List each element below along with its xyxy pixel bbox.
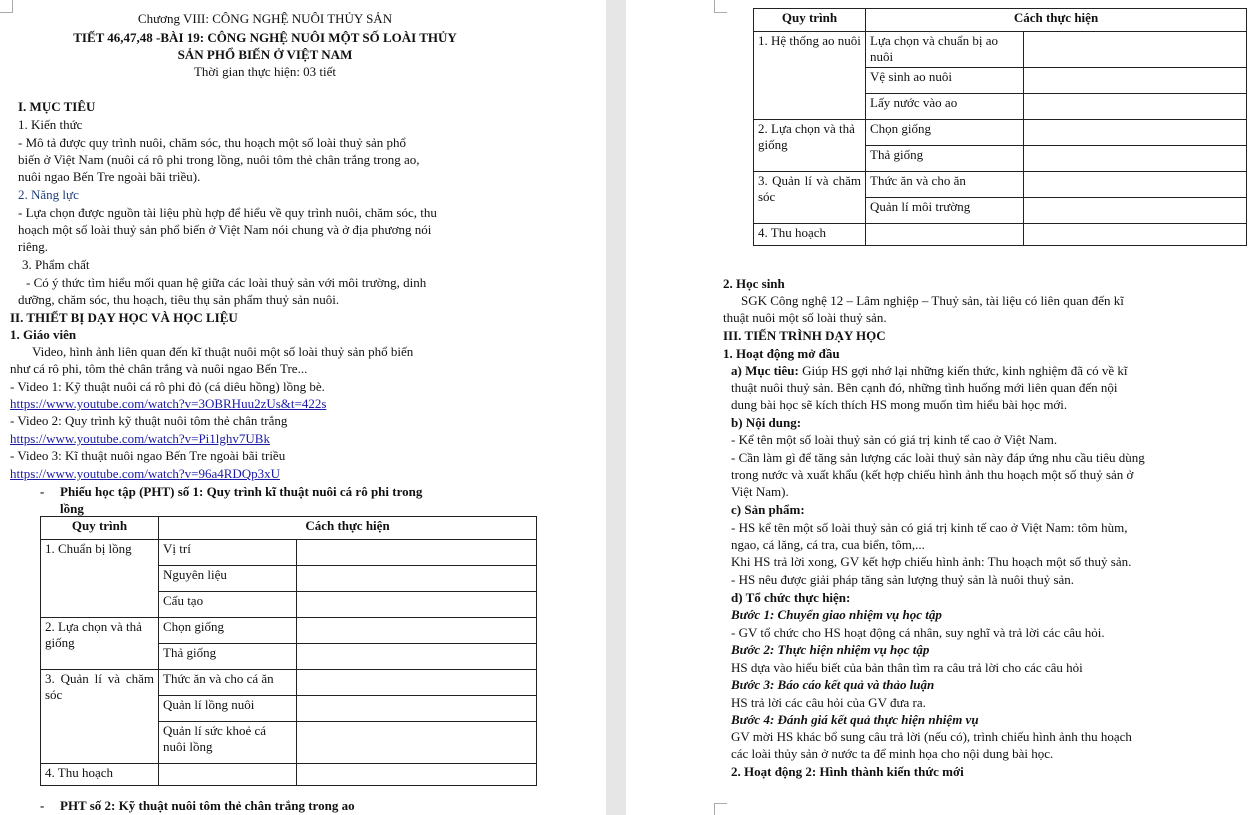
chapter-title: Chương VIII: CÔNG NGHỆ NUÔI THỦY SẢN xyxy=(137,11,393,26)
table-header-process: Quy trình xyxy=(754,9,866,32)
crop-mark xyxy=(714,803,727,815)
lesson-title-line2: SẢN PHỔ BIẾN Ở VIỆT NAM xyxy=(177,47,353,62)
product-line: ngao, cá lăng, cá tra, cua biển, tôm,... xyxy=(731,537,925,552)
table-cell-substep: Thức ăn và cho cá ăn xyxy=(159,670,297,696)
table-cell-empty[interactable] xyxy=(297,696,537,722)
goal-text: Giúp HS gợi nhớ lại những kiến thức, kinh nghiệm đã có về kĩ xyxy=(798,363,1128,378)
crop-mark xyxy=(714,0,727,13)
table-cell-empty[interactable] xyxy=(1024,32,1247,68)
pht1-table xyxy=(40,516,537,786)
table-cell-empty[interactable] xyxy=(297,670,537,696)
table-cell-empty[interactable] xyxy=(1024,198,1247,224)
table-cell-substep: Vệ sinh ao nuôi xyxy=(866,68,1024,94)
knowledge-line: biến ở Việt Nam (nuôi cá rô phi trong lồng, nuôi tôm thẻ chân trắng trong ao, xyxy=(18,152,420,167)
goal-label: a) Mục tiêu: xyxy=(731,363,799,378)
table-cell-substep: Chọn giống xyxy=(866,120,1024,146)
product-line: - HS nêu được giải pháp tăng sản lượng thuỷ sản là nuôi thuỷ sản. xyxy=(731,572,1075,587)
content-label: b) Nội dung: xyxy=(731,415,802,430)
pht2-title: PHT số 2: Kỹ thuật nuôi tôm thẻ chân trắng trong ao xyxy=(60,798,355,813)
table-cell-substep: Cấu tạo xyxy=(159,592,297,618)
table-cell-empty[interactable] xyxy=(1024,68,1247,94)
step-3-title: Bước 3: Báo cáo kết quả và thảo luận xyxy=(731,677,935,692)
organization-label: d) Tổ chức thực hiện: xyxy=(731,590,851,605)
table-cell-substep: Chọn giống xyxy=(159,618,297,644)
heading-teacher: 1. Giáo viên xyxy=(10,327,77,342)
table-cell-empty[interactable] xyxy=(866,224,1024,246)
pht2-bullet: - xyxy=(40,798,45,813)
content-line: - Kể tên một số loài thuỷ sản có giá trị kinh tế cao ở Việt Nam. xyxy=(731,432,1058,447)
video-1-link[interactable]: https://www.youtube.com/watch?v=3OBRHuu2zUs&t=422s xyxy=(10,396,327,411)
qualities-line: - Có ý thức tìm hiểu mối quan hệ giữa các loài thuỷ sản với môi trường, dinh xyxy=(26,275,427,290)
step-4-text: GV mời HS khác bổ sung câu trả lời (nếu có), trình chiếu hình ảnh thu hoạch xyxy=(731,729,1132,744)
step-4-title: Bước 4: Đánh giá kết quả thực hiện nhiệm vụ xyxy=(731,712,979,727)
content-line: - Cần làm gì để tăng sản lượng các loài thuỷ sản này đáp ứng nhu cầu tiêu dùng xyxy=(731,450,1145,465)
activity-2-title: 2. Hoạt động 2: Hình thành kiến thức mới xyxy=(731,764,964,779)
video-1-title: - Video 1: Kỹ thuật nuôi cá rô phi đỏ (cá diêu hồng) lồng bè. xyxy=(10,379,325,394)
table-cell-substep: Quản lí lồng nuôi xyxy=(159,696,297,722)
goal-line: dung bài học sẽ kích thích HS mong muốn tìm hiểu bài học mới. xyxy=(731,397,1068,412)
product-line: Khi HS trả lời xong, GV kết hợp chiếu hình ảnh: Thu hoạch một số thuỷ sản. xyxy=(731,554,1132,569)
table-header-method: Cách thực hiện xyxy=(159,517,537,540)
heading-students: 2. Học sinh xyxy=(723,276,785,291)
lesson-title-line1: TIẾT 46,47,48 -BÀI 19: CÔNG NGHỆ NUÔI MỘT SỐ LOÀI THỦY xyxy=(73,30,457,45)
pht1-title-line2: lồng xyxy=(60,501,84,516)
section-1-title: I. MỤC TIÊU xyxy=(18,99,96,114)
table-cell-step: 2. Lựa chọn và thả giống xyxy=(754,120,866,172)
pht1-bullet: - xyxy=(40,484,45,499)
duration: Thời gian thực hiện: 03 tiết xyxy=(193,64,337,79)
pht1-title-line1: Phiếu học tập (PHT) số 1: Quy trình kĩ thuật nuôi cá rô phi trong xyxy=(60,484,423,499)
goal-line: thuật nuôi thuỷ sản. Bên cạnh đó, những tình huống mới liên quan đến nội xyxy=(731,380,1118,395)
table-cell-substep: Thả giống xyxy=(866,146,1024,172)
heading-competence: 2. Năng lực xyxy=(18,187,79,202)
table-cell-empty[interactable] xyxy=(297,618,537,644)
table-cell-empty[interactable] xyxy=(1024,146,1247,172)
activity-1-title: 1. Hoạt động mở đầu xyxy=(723,346,840,361)
table-cell-empty[interactable] xyxy=(1024,172,1247,198)
table-cell-step: 1. Hệ thống ao nuôi xyxy=(754,32,866,120)
step-4-text: các loài thủy sản ở nước ta để minh họa cho nội dung bài học. xyxy=(731,746,1054,761)
video-2-title: - Video 2: Quy trình kỹ thuật nuôi tôm thẻ chân trắng xyxy=(10,413,288,428)
table-cell-empty[interactable] xyxy=(1024,224,1247,246)
table-cell-empty[interactable] xyxy=(297,592,537,618)
step-2-title: Bước 2: Thực hiện nhiệm vụ học tập xyxy=(731,642,930,657)
table-cell-substep: Lấy nước vào ao xyxy=(866,94,1024,120)
step-1-text: - GV tổ chức cho HS hoạt động cá nhân, suy nghĩ và trả lời các câu hỏi. xyxy=(731,625,1105,640)
competence-line: - Lựa chọn được nguồn tài liệu phù hợp để hiểu về quy trình nuôi, chăm sóc, thu xyxy=(18,205,437,220)
table-cell-substep: Thức ăn và cho ăn xyxy=(866,172,1024,198)
table-cell-step: 2. Lựa chọn và thả giống xyxy=(41,618,159,670)
heading-knowledge: 1. Kiến thức xyxy=(18,117,83,132)
table-cell-step: 3. Quản lí và chăm sóc xyxy=(41,670,159,764)
table-cell-empty[interactable] xyxy=(1024,94,1247,120)
table-cell-substep: Quản lí môi trường xyxy=(866,198,1024,224)
document-page-right xyxy=(626,0,1250,815)
table-cell-empty[interactable] xyxy=(297,566,537,592)
students-line: thuật nuôi một số loài thuỷ sản. xyxy=(723,310,887,325)
table-cell-empty[interactable] xyxy=(297,540,537,566)
table-cell-empty[interactable] xyxy=(297,644,537,670)
table-cell-substep: Nguyên liệu xyxy=(159,566,297,592)
product-label: c) Sản phẩm: xyxy=(731,502,805,517)
table-cell-substep: Lựa chọn và chuẩn bị ao nuôi xyxy=(866,32,1024,68)
video-3-link[interactable]: https://www.youtube.com/watch?v=96a4RDQp3xU xyxy=(10,466,281,481)
table-header-method: Cách thực hiện xyxy=(866,9,1247,32)
content-line: Việt Nam). xyxy=(731,484,789,499)
pht2-table xyxy=(753,8,1247,246)
table-cell-step: 1. Chuẩn bị lồng xyxy=(41,540,159,618)
table-cell-empty[interactable] xyxy=(1024,120,1247,146)
section-3-title: III. TIẾN TRÌNH DẠY HỌC xyxy=(723,328,886,343)
teacher-line: Video, hình ảnh liên quan đến kĩ thuật nuôi một số loài thuỷ sản phổ biến xyxy=(32,344,414,359)
competence-line: hoạch một số loài thuỷ sản phổ biến ở Việt Nam nói chung và ở địa phương nói xyxy=(18,222,432,237)
table-cell-empty[interactable] xyxy=(159,764,297,786)
table-cell-substep: Quản lí sức khoẻ cá nuôi lồng xyxy=(159,722,297,764)
step-3-text: HS trả lời các câu hỏi của GV đưa ra. xyxy=(731,695,926,710)
table-cell-step: 4. Thu hoạch xyxy=(754,224,866,246)
video-2-link[interactable]: https://www.youtube.com/watch?v=Pi1lghv7UBk xyxy=(10,431,270,446)
step-1-title: Bước 1: Chuyển giao nhiệm vụ học tập xyxy=(731,607,942,622)
table-header-process: Quy trình xyxy=(41,517,159,540)
table-cell-step: 3. Quản lí và chăm sóc xyxy=(754,172,866,224)
table-cell-empty[interactable] xyxy=(297,722,537,764)
competence-line: riêng. xyxy=(18,239,48,254)
qualities-line: dưỡng, chăm sóc, thu hoạch, tiêu thụ sản phẩm thuỷ sản nuôi. xyxy=(18,292,340,307)
teacher-line: như cá rô phi, tôm thẻ chân trắng và nuôi ngao Bến Tre... xyxy=(10,361,308,376)
students-line: SGK Công nghệ 12 – Lâm nghiệp – Thuỷ sản, tài liệu có liên quan đến kĩ xyxy=(741,293,1124,308)
content-line: trong nước và xuất khẩu (kết hợp chiếu hình ảnh thu hoạch một số thuỷ sản ở xyxy=(731,467,1134,482)
step-2-text: HS dựa vào hiểu biết của bản thân tìm ra câu trả lời cho các câu hỏi xyxy=(731,660,1083,675)
document-page-left xyxy=(0,0,606,815)
heading-qualities: 3. Phẩm chất xyxy=(22,257,90,272)
video-3-title: - Video 3: Kĩ thuật nuôi ngao Bến Tre ngoài bãi triều xyxy=(10,448,286,463)
goal-line xyxy=(731,363,1127,379)
knowledge-line: nuôi ngao Bến Tre ngoài bãi triều). xyxy=(18,169,201,184)
table-cell-step: 4. Thu hoạch xyxy=(41,764,159,786)
section-2-title: II. THIẾT BỊ DẠY HỌC VÀ HỌC LIỆU xyxy=(10,310,238,325)
table-cell-substep: Vị trí xyxy=(159,540,297,566)
product-line: - HS kể tên một số loài thuỷ sản có giá trị kinh tế cao ở Việt Nam: tôm hùm, xyxy=(731,520,1128,535)
table-cell-substep: Thả giống xyxy=(159,644,297,670)
table-cell-empty[interactable] xyxy=(297,764,537,786)
knowledge-line: - Mô tả được quy trình nuôi, chăm sóc, thu hoạch một số loài thuỷ sản phổ xyxy=(18,135,406,150)
